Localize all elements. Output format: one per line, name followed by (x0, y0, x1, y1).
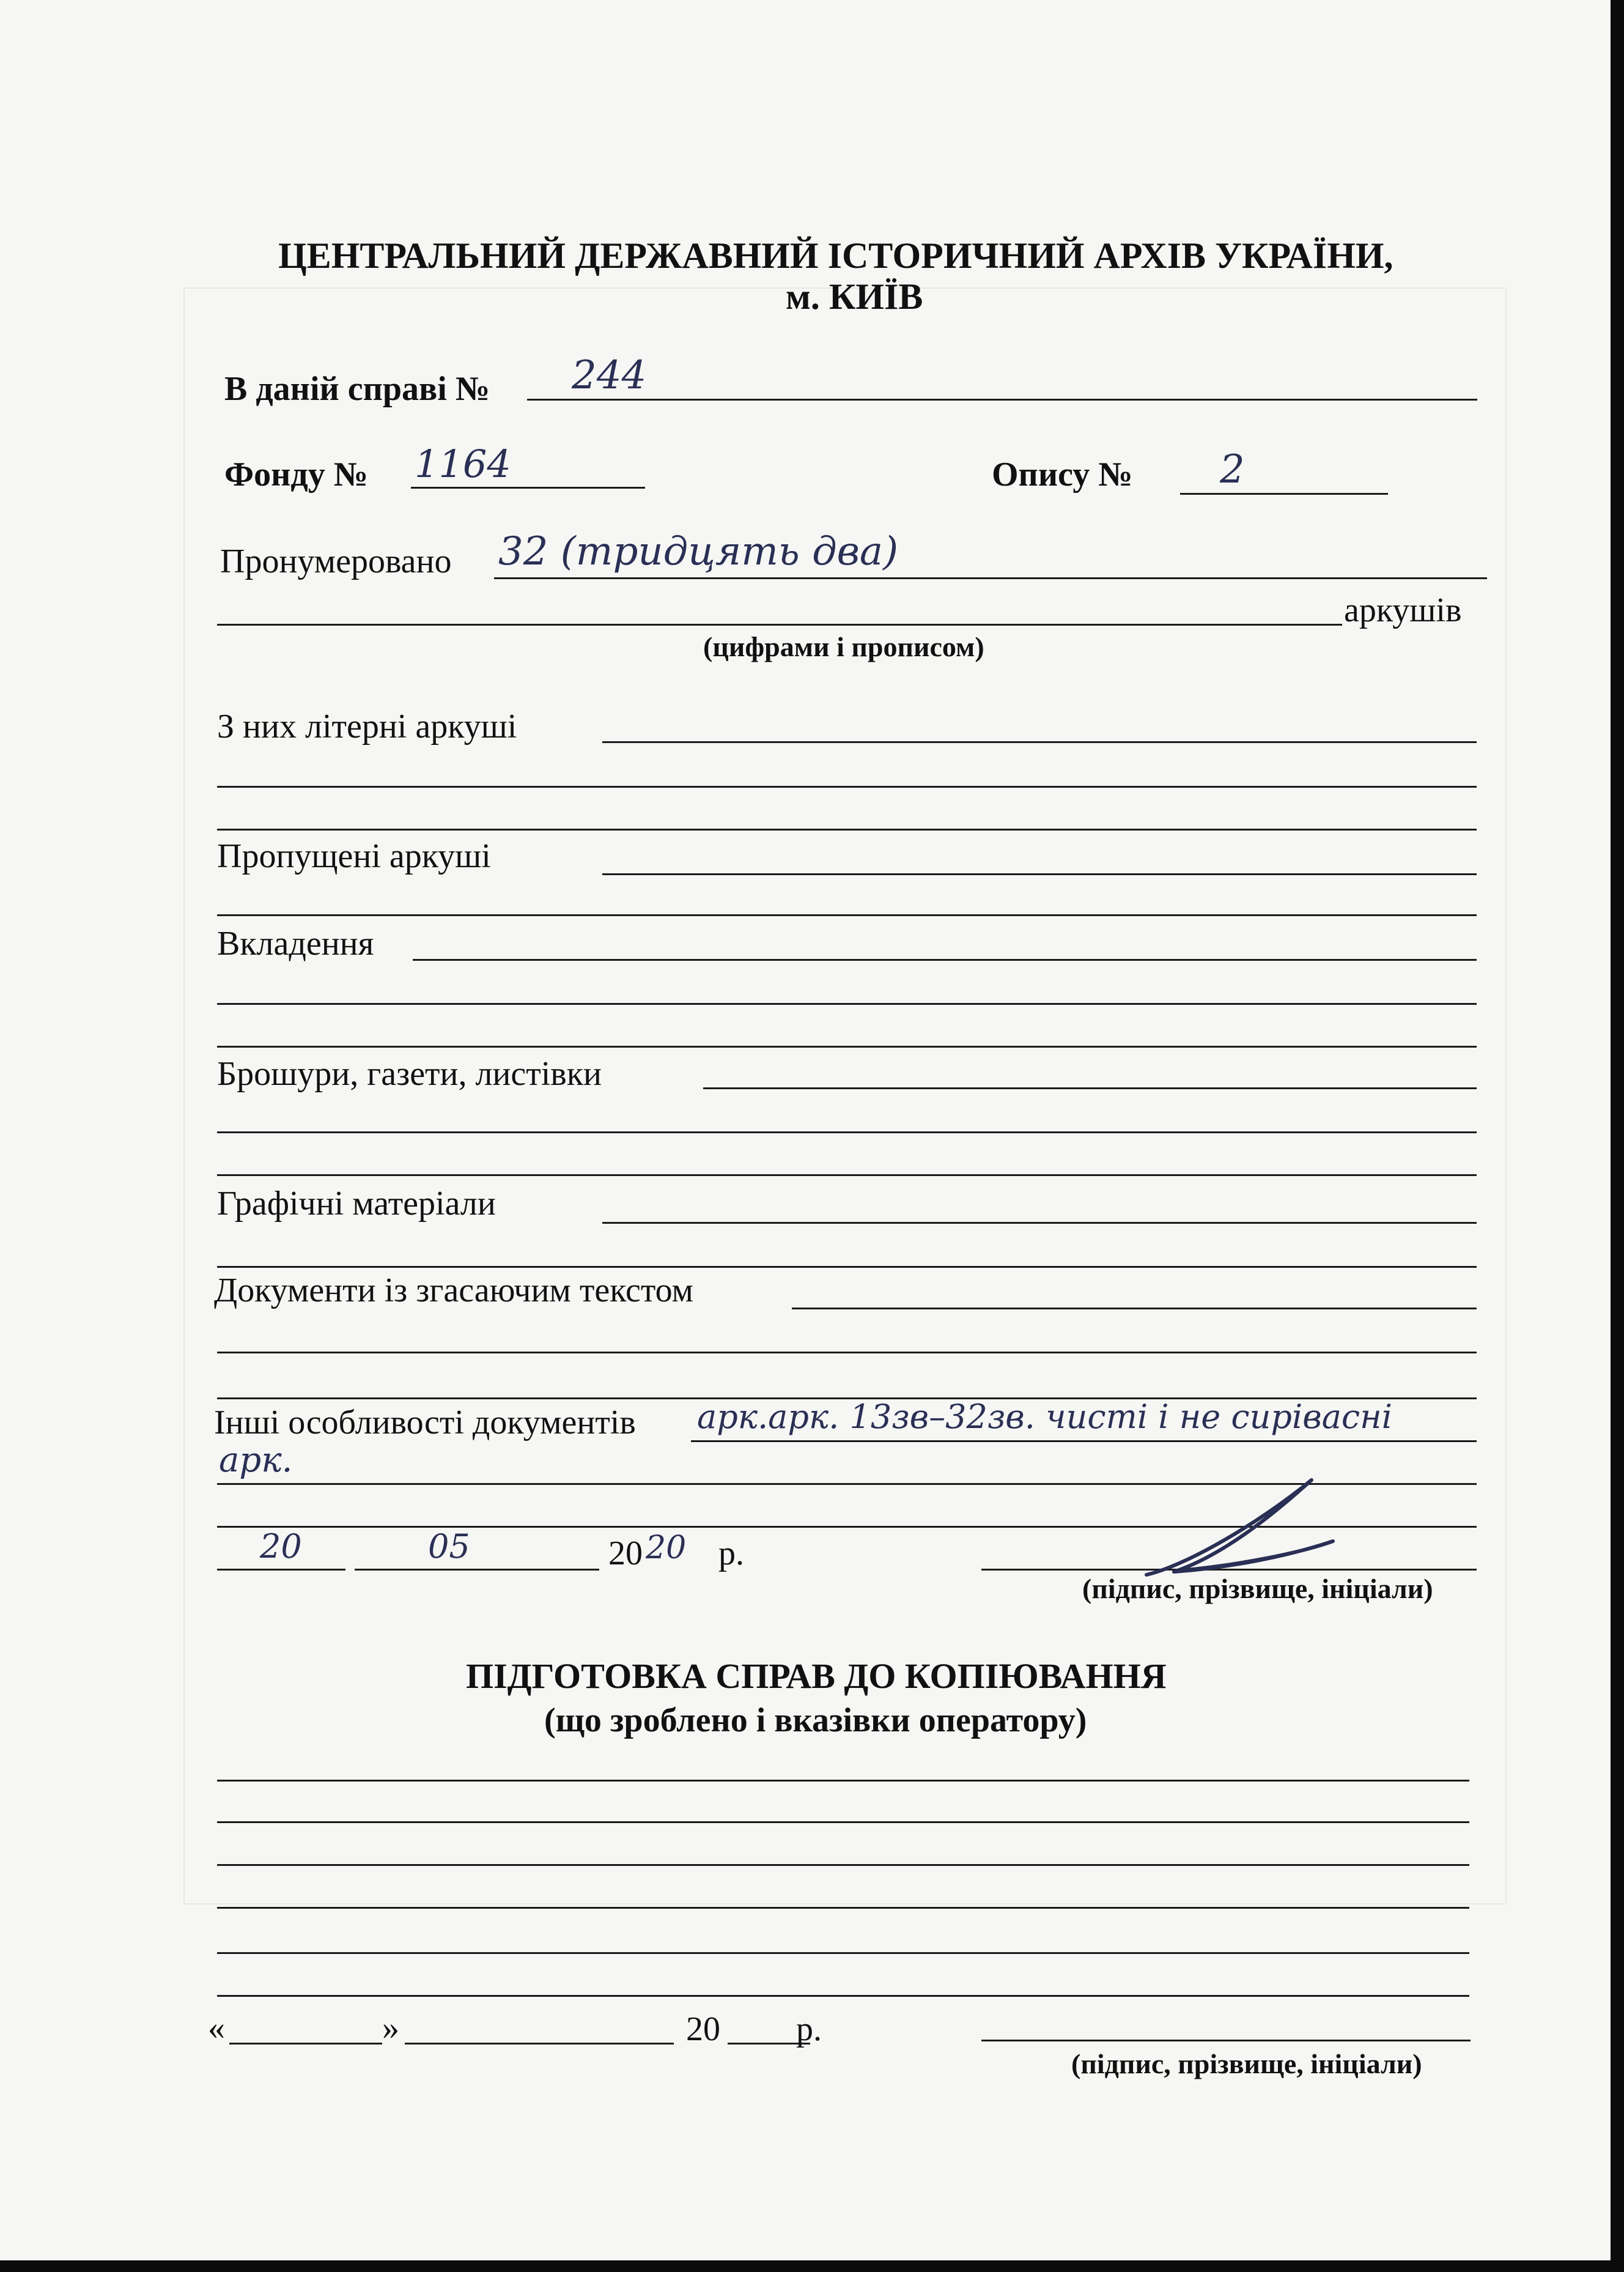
case-number-line (527, 399, 1477, 401)
case-label: В даній справі № (224, 370, 490, 408)
date2-year: 20 (686, 2010, 720, 2048)
date1-day-line (217, 1569, 345, 1571)
litera-label: З них літерні аркуші (217, 708, 517, 746)
graphics-label: Графічні матеріали (217, 1185, 496, 1223)
other-label: Інші особливості документів (214, 1404, 636, 1441)
archive-title: ЦЕНТРАЛЬНИЙ ДЕРЖАВНИЙ ІСТОРИЧНИЙ АРХІВ УКРАЇНИ, (278, 235, 1393, 276)
litera-line-2 (217, 786, 1477, 788)
attachments-line-1 (413, 959, 1477, 961)
date1-year-mark: р. (718, 1534, 744, 1572)
numbered-line-2 (217, 624, 1342, 626)
date1-month: 05 (428, 1527, 470, 1566)
numbered-hint: (цифрами і прописом) (703, 631, 984, 662)
date2-close-quote: » (382, 2009, 399, 2047)
missing-line-2 (217, 914, 1477, 916)
scan-border-bottom (0, 2260, 1624, 2272)
other-line-1 (691, 1440, 1477, 1442)
fading-label: Документи із згасаючим текстом (214, 1271, 693, 1309)
fond-number-value: 1164 (415, 442, 511, 486)
archive-city: м. КИЇВ (786, 276, 923, 317)
litera-line-1 (602, 741, 1477, 743)
opys-number-value: 2 (1220, 447, 1245, 492)
date2-year-mark: р. (796, 2010, 822, 2048)
attachments-label: Вкладення (217, 925, 374, 963)
date2-day-line (229, 2043, 382, 2044)
missing-line-1 (602, 873, 1477, 875)
attachments-line-3 (217, 1046, 1477, 1048)
fond-number-line (411, 487, 645, 489)
date2-month-line (405, 2043, 674, 2044)
copying-title: ПІДГОТОВКА СПРАВ ДО КОПІЮВАННЯ (466, 1656, 1167, 1696)
copying-line-4 (217, 1907, 1469, 1909)
other-value-line1: арк.арк. 13зв–32зв. чисті і не сирівасні (697, 1397, 1392, 1436)
signature2-hint: (підпис, прізвище, ініціали) (1071, 2048, 1422, 2079)
signature2-line (981, 2040, 1471, 2041)
numbered-line-1 (494, 577, 1487, 579)
other-value-line2: арк. (219, 1440, 293, 1480)
brochures-label: Брошури, газети, листівки (217, 1055, 602, 1093)
copying-line-5 (217, 1952, 1469, 1954)
copying-line-1 (217, 1780, 1469, 1782)
missing-label: Пропущені аркуші (217, 837, 491, 875)
handwritten-signature (1137, 1468, 1382, 1590)
copying-line-3 (217, 1864, 1469, 1866)
date1-month-line (355, 1569, 599, 1571)
numbered-value: 32 (тридцять два) (498, 529, 899, 574)
signature1-hint: (підпис, прізвище, ініціали) (1082, 1573, 1433, 1604)
litera-line-3 (217, 829, 1477, 831)
opys-number-line (1180, 493, 1388, 495)
date2-open-quote: « (208, 2009, 225, 2047)
copying-line-6 (217, 1995, 1469, 1997)
date1-day: 20 (260, 1527, 302, 1566)
date1-year-prefix: 20 (608, 1534, 643, 1572)
fond-label: Фонду № (224, 456, 368, 494)
numbered-label: Пронумеровано (220, 542, 452, 580)
fading-line-2 (217, 1352, 1477, 1353)
brochures-line-1 (703, 1087, 1477, 1089)
graphics-line-1 (602, 1222, 1477, 1224)
opys-label: Опису № (992, 456, 1133, 494)
case-number-value: 244 (572, 353, 647, 398)
scan-border-right (1611, 0, 1624, 2272)
copying-line-2 (217, 1821, 1469, 1823)
sheets-word: аркушів (1344, 591, 1462, 629)
fading-line-1 (792, 1308, 1477, 1309)
date1-year-suffix: 20 (646, 1530, 687, 1566)
graphics-line-2 (217, 1266, 1477, 1268)
copying-subtitle: (що зроблено і вказівки оператору) (544, 1701, 1087, 1739)
brochures-line-2 (217, 1131, 1477, 1133)
attachments-line-2 (217, 1003, 1477, 1005)
brochures-line-3 (217, 1174, 1477, 1176)
